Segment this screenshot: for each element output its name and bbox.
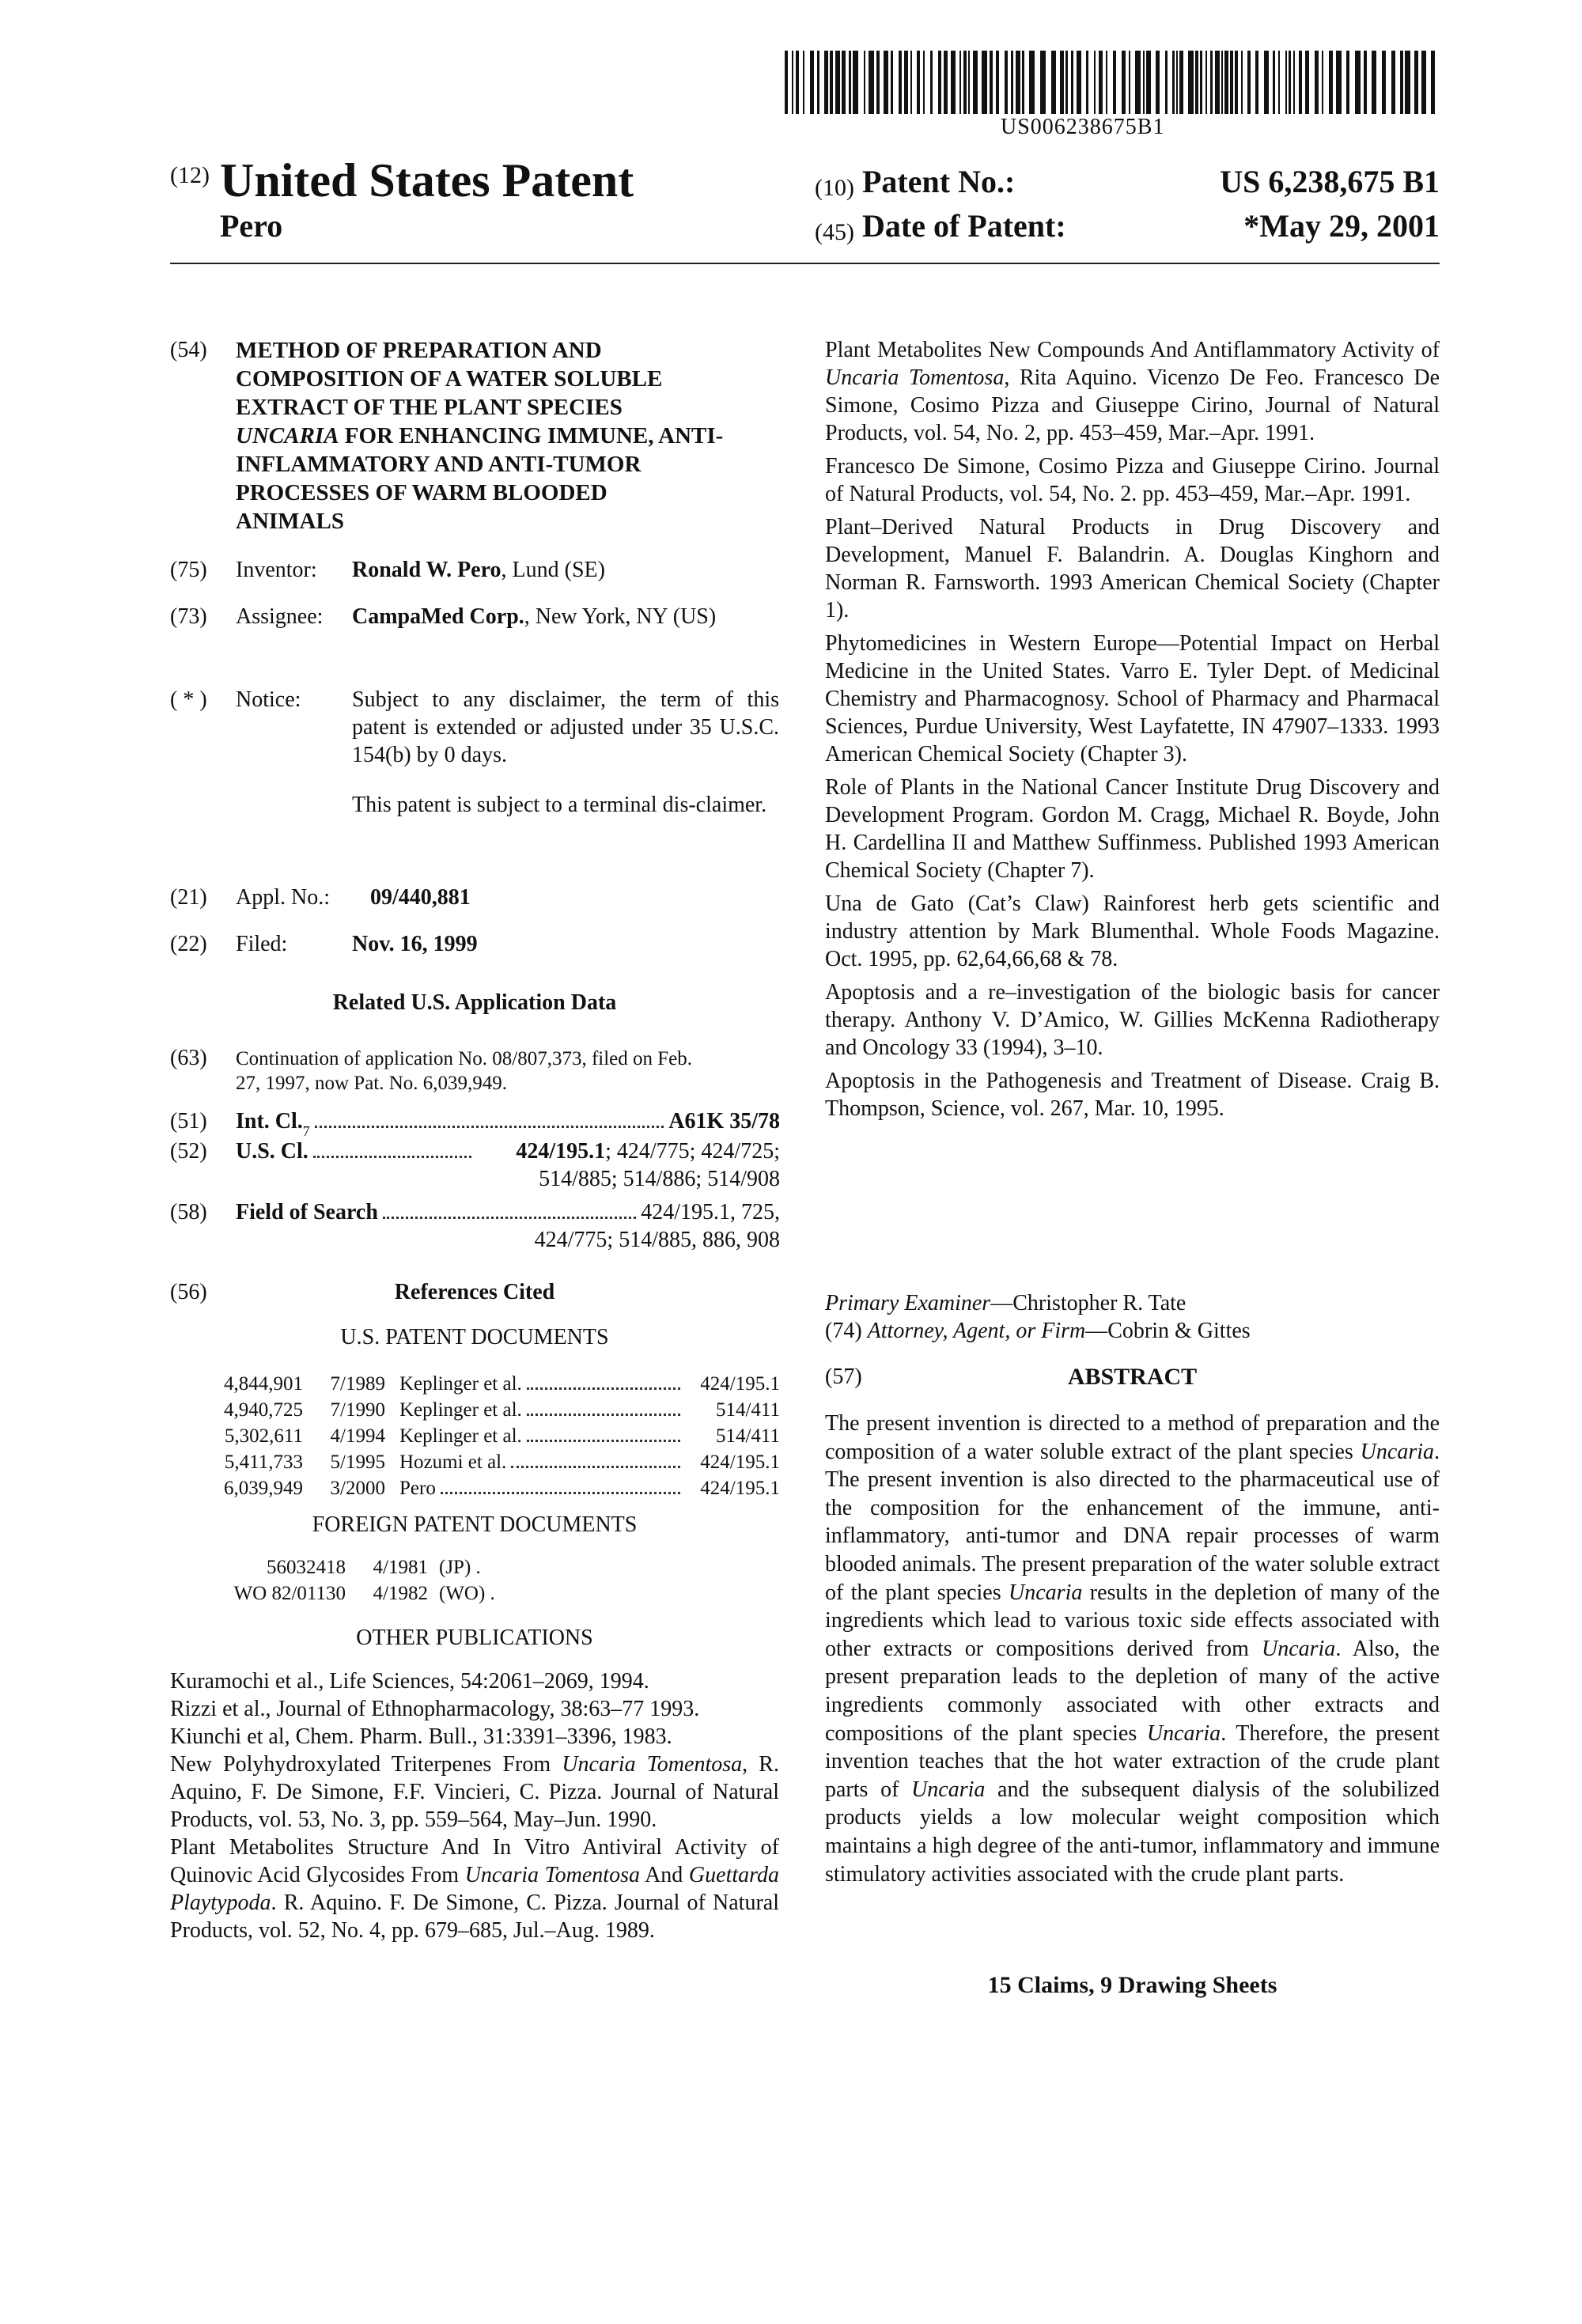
patent-row — [170, 1449, 780, 1475]
field-search-label: Field of Search — [236, 1200, 378, 1224]
us-cl-primary: 424/195.1 — [516, 1139, 606, 1164]
field-search-line1: 424/195.1, 725, — [641, 1200, 780, 1224]
publication: Kuramochi et al., Life Sciences, 54:2061–2069, 1994. — [170, 1669, 649, 1694]
patent-class: 424/195.1 — [700, 1452, 780, 1473]
abstract-code: (57) — [825, 1364, 862, 1389]
int-cl-sup: 7 — [302, 1123, 310, 1139]
us-cl-rest: ; 424/775; 424/725; — [605, 1139, 780, 1164]
header-inventor: Pero — [220, 208, 283, 244]
publication: Apoptosis in the Pathogenesis and Treatment of Disease. Craig B. Thompson, Science, vol. 267, Mar. 10, 1995. — [825, 1069, 1440, 1121]
patent-class: 424/195.1 — [700, 1373, 780, 1395]
patent-row — [170, 1371, 780, 1397]
patent-holder-cell — [385, 1397, 685, 1423]
patent-class: 514/411 — [715, 1425, 780, 1447]
patent-date: 7/1989 — [330, 1373, 385, 1395]
references-heading: References Cited — [394, 1280, 555, 1304]
publication: Plant Metabolites Structure And In Vitro Antiviral Activity of Quinovic Acid Glycosides From Uncaria Tomentosa And Guettarda Playtypoda. R. Aquino. F. De Simone, C. Pizza. Journal of Natural Products, vol. 52, No. 4, pp. 679–685, Jul.–Aug. 1989. — [170, 1835, 779, 1943]
int-cl-row — [236, 1107, 780, 1139]
patent-type-title: United States Patent — [220, 154, 634, 206]
patent-number: 4,940,725 — [224, 1399, 303, 1421]
assignee-name: CampaMed Corp. — [352, 604, 524, 629]
int-cl-label: Int. Cl. — [236, 1109, 303, 1134]
related-data-heading: Related U.S. Application Data — [332, 990, 617, 1015]
leader-dots — [527, 1387, 680, 1390]
publication: Una de Gato (Cat’s Claw) Rainforest herb gets scientific and industry attention by Mark Blumenthal. Whole Foods Magazine. Oct. 1995, pp. 62,64,66,68 & 78. — [825, 891, 1440, 971]
foreign-patent-date: 4/1981 — [373, 1557, 428, 1578]
title-line: INFLAMMATORY AND ANTI-TUMOR — [236, 452, 642, 477]
appl-no-label: Appl. No.: — [236, 885, 330, 910]
patent-number-code: (10) — [815, 175, 854, 201]
assignee-code: (73) — [170, 604, 207, 629]
leader-dots — [527, 1440, 680, 1442]
patent-date-value: *May 29, 2001 — [1243, 208, 1440, 244]
patent-date: 5/1995 — [330, 1452, 385, 1473]
assignee-label: Assignee: — [236, 604, 324, 629]
claims-summary: 15 Claims, 9 Drawing Sheets — [987, 1972, 1277, 1998]
attorney-agent — [825, 1317, 1440, 1345]
patent-number-label: Patent No.: — [862, 164, 1016, 199]
patent-holder-cell — [385, 1423, 685, 1449]
terminal-disclaimer-text: This patent is subject to a terminal dis-claimer. — [352, 793, 767, 817]
patent-holder: Keplinger et al. — [399, 1373, 522, 1395]
barcode-number: US006238675B1 — [1001, 115, 1165, 139]
publication: New Polyhydroxylated Triterpenes From Uncaria Tomentosa, R. Aquino, F. De Simone, F.F. Vincieri, C. Pizza. Journal of Natural Products, vol. 53, No. 3, pp. 559–564, May–Jun. 1990. — [170, 1752, 779, 1832]
header-divider — [170, 263, 1440, 264]
title-line: EXTRACT OF THE PLANT SPECIES — [236, 395, 623, 420]
foreign-patents-heading: FOREIGN PATENT DOCUMENTS — [312, 1512, 638, 1537]
patent-date-code: (45) — [815, 219, 854, 245]
patent-holder-cell — [385, 1475, 685, 1501]
us-cl-line2: 514/885; 514/886; 514/908 — [539, 1167, 780, 1191]
publication: Rizzi et al., Journal of Ethnopharmacology, 38:63–77 1993. — [170, 1697, 700, 1721]
abstract-text: The present invention is directed to a method of preparation and the composition of a water soluble extract of the plant species Uncaria. The present invention is also directed to the pharmaceutical use of the composition for the enhancement of the immune, anti-inflammatory, anti-tumor and DNA repair processes of warm blooded animals. The present preparation of the water soluble extract of the plant species Uncaria results in the depletion of many of the ingredients which lead to various toxic side effects associated with other extracts or compositions derived from Uncaria. Also, the present preparation leads to the depletion of many of the active ingredients commonly associated with other extracts and compositions of the plant species Uncaria. Therefore, the present invention teaches that the hot water extraction of the crude plant parts of Uncaria and the subsequent dialysis of the solubilized products yields a low molecular weight composition which maintains a high degree of the anti-tumor, inflammatory and immune stimulatory activities associated with the crude plant parts. — [825, 1411, 1440, 1887]
references-code: (56) — [170, 1280, 207, 1304]
us-cl-row — [236, 1137, 780, 1165]
patent-number: 4,844,901 — [224, 1373, 303, 1395]
publication: Apoptosis and a re–investigation of the biologic basis for cancer therapy. Anthony V. D’Amico, W. Gillies McKenna Radiotherapy and Oncology 33 (1994), 3–10. — [825, 980, 1440, 1060]
inventor-label: Inventor: — [236, 558, 317, 582]
notice-text: Subject to any disclaimer, the term of this patent is extended or adjusted under 35 U.S.C. 154(b) by 0 days. — [352, 687, 779, 767]
inventor-code: (75) — [170, 558, 207, 582]
publication: Role of Plants in the National Cancer Institute Drug Discovery and Development Program. Gordon M. Cragg, Michael R. Boyde, John H. Cardellina II and Matthew Suffinmess. Published 1993 American Chemical Society (Chapter 7). — [825, 775, 1440, 883]
patent-date: 4/1994 — [330, 1425, 385, 1447]
us-cl-code: (52) — [170, 1139, 207, 1164]
publication: Plant Metabolites New Compounds And Antiflammatory Activity of Uncaria Tomentosa, Rita Aquino. Vicenzo De Feo. Francesco De Simone, Cosimo Pizza and Giuseppe Cirino, Journal of Natural Products, vol. 54, No. 2, pp. 453–459, Mar.–Apr. 1991. — [825, 338, 1440, 445]
field-search-line2: 424/775; 514/885, 886, 908 — [534, 1228, 780, 1252]
foreign-patent-date: 4/1982 — [373, 1583, 428, 1604]
foreign-patent-number: 56032418 — [267, 1557, 346, 1578]
barcode — [783, 51, 1440, 114]
title-line: METHOD OF PREPARATION AND — [236, 338, 602, 363]
patent-holder-cell — [385, 1449, 685, 1475]
patent-row — [170, 1475, 780, 1501]
patent-holder: Pero — [399, 1478, 436, 1499]
left-publications — [170, 1667, 779, 1944]
publication: Phytomedicines in Western Europe—Potential Impact on Herbal Medicine in the United States. Varro E. Tyler Dept. of Medicinal Chemistry and Pharmacognosy. School of Pharmacy and Pharmacal Sciences, Purdue University, West Layfatette, IN 47907–1333. 1993 American Chemical Society (Chapter 3). — [825, 631, 1440, 766]
examiner-label: Primary Examiner — [825, 1291, 991, 1315]
foreign-patent-table — [170, 1554, 780, 1607]
notice-label: Notice: — [236, 687, 301, 712]
us-cl-label: U.S. Cl. — [236, 1139, 308, 1164]
title-italic-word: UNCARIA — [236, 423, 339, 449]
us-patent-table — [170, 1371, 780, 1501]
patent-number-value: US 6,238,675 B1 — [1220, 164, 1440, 199]
continuation-code: (63) — [170, 1046, 207, 1070]
title-line: COMPOSITION OF A WATER SOLUBLE — [236, 366, 663, 392]
filed-code: (22) — [170, 932, 207, 956]
publication: Kiunchi et al, Chem. Pharm. Bull., 31:3391–3396, 1983. — [170, 1724, 672, 1749]
assignee-location: , New York, NY (US) — [524, 604, 717, 629]
patent-date-label: Date of Patent: — [862, 208, 1066, 244]
patent-holder-cell — [385, 1371, 685, 1397]
patent-holder: Keplinger et al. — [399, 1425, 522, 1447]
title-line: PROCESSES OF WARM BLOODED — [236, 480, 607, 505]
foreign-patent-country: (WO) . — [439, 1583, 495, 1604]
invention-title — [236, 336, 782, 536]
inventor-name: Ronald W. Pero — [352, 558, 501, 582]
examiner-name: —Christopher R. Tate — [990, 1291, 1186, 1315]
patent-row — [170, 1397, 780, 1423]
publication: Plant–Derived Natural Products in Drug Discovery and Development, Manuel F. Balandrin. A. Douglas Kinghorn and Norman R. Farnsworth. 1993 American Chemical Society (Chapter 1). — [825, 515, 1440, 623]
us-patents-heading: U.S. PATENT DOCUMENTS — [340, 1325, 609, 1349]
other-publications-heading: OTHER PUBLICATIONS — [356, 1626, 593, 1650]
leader-dots — [441, 1492, 680, 1494]
patent-holder: Keplinger et al. — [399, 1399, 522, 1421]
filed-label: Filed: — [236, 932, 288, 956]
inventor-value — [352, 556, 779, 584]
field-search-row — [236, 1198, 780, 1226]
leader-dots — [383, 1217, 636, 1219]
leader-dots — [527, 1414, 680, 1416]
patent-class: 424/195.1 — [700, 1478, 780, 1499]
field-search-code: (58) — [170, 1200, 207, 1224]
foreign-patent-number: WO 82/01130 — [233, 1583, 346, 1604]
title-line: UNCARIA FOR ENHANCING IMMUNE, ANTI- — [236, 423, 724, 449]
leader-dots — [511, 1466, 680, 1468]
patent-holder: Hozumi et al. — [399, 1452, 507, 1473]
title-line: ANIMALS — [236, 509, 344, 534]
int-cl-value: A61K 35/78 — [668, 1109, 780, 1134]
patent-number: 6,039,949 — [224, 1478, 303, 1499]
attorney-code: (74) — [825, 1319, 862, 1343]
header-code: (12) — [170, 162, 210, 188]
patent-date-row — [815, 208, 1440, 252]
patent-date: 7/1990 — [330, 1399, 385, 1421]
assignee-value — [352, 603, 724, 630]
primary-examiner — [825, 1289, 1440, 1317]
attorney-label: Attorney, Agent, or Firm — [867, 1319, 1086, 1343]
publication: Francesco De Simone, Cosimo Pizza and Giuseppe Cirino. Journal of Natural Products, vol. 54, No. 2. pp. 453–459, Mar.–Apr. 1991. — [825, 454, 1440, 506]
title-code: (54) — [170, 338, 207, 362]
patent-number: 5,302,611 — [224, 1425, 303, 1447]
foreign-patent-country: (JP) . — [439, 1557, 481, 1578]
appl-no-value: 09/440,881 — [370, 885, 471, 910]
foreign-patent-row — [170, 1554, 780, 1580]
abstract-heading: ABSTRACT — [1067, 1364, 1198, 1390]
attorney-name: —Cobrin & Gittes — [1085, 1319, 1251, 1343]
filed-value: Nov. 16, 1999 — [352, 932, 478, 956]
int-cl-code: (51) — [170, 1109, 207, 1134]
notice-code: ( * ) — [170, 687, 207, 712]
continuation-text: Continuation of application No. 08/807,373, filed on Feb. 27, 1997, now Pat. No. 6,039,949. — [236, 1048, 693, 1094]
leader-dots — [313, 1156, 471, 1158]
right-publications — [825, 336, 1440, 1128]
patent-row — [170, 1423, 780, 1449]
patent-date: 3/2000 — [330, 1478, 385, 1499]
foreign-patent-row — [170, 1580, 780, 1607]
inventor-location: , Lund (SE) — [501, 558, 605, 582]
patent-class: 514/411 — [715, 1399, 780, 1421]
leader-dots — [315, 1126, 664, 1128]
patent-number-row — [815, 164, 1440, 207]
patent-number: 5,411,733 — [224, 1452, 303, 1473]
appl-no-code: (21) — [170, 885, 207, 910]
